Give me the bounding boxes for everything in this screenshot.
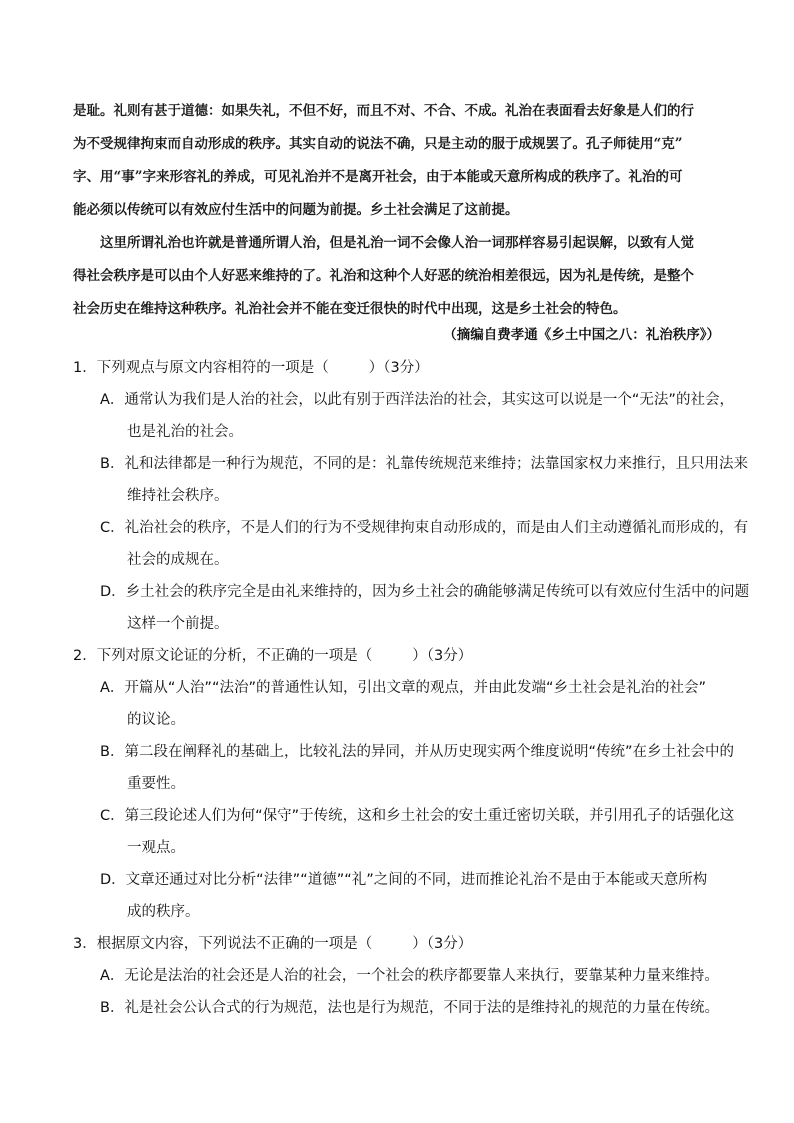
option-text-continued: 这样一个前提。 <box>127 616 229 632</box>
question-score: ）（3分） <box>368 360 429 376</box>
question-stem <box>73 352 733 384</box>
passage-line: 社会历史在维持这种秩序。礼治社会并不能在变迁很快的时代中出现，这是乡土社会的特色。 <box>73 301 627 317</box>
question-list <box>73 352 750 1024</box>
option-text: A．无论是法治的社会还是人治的社会，一个社会的秩序都要靠人来执行，要靠某种力量来维持。 <box>100 968 719 984</box>
passage-line: 为不受规律拘束而自动形成的秩序。其实自动的说法不确，只是主动的服于成规罢了。孔子师徒用“克” <box>73 136 683 152</box>
passage-excerpt <box>73 95 723 326</box>
option-text: D．乡土社会的秩序完全是由礼来维持的，因为乡土社会的确能够满足传统可以有效应付生活中的问题 <box>100 584 750 600</box>
option-text-continued: 重要性。 <box>127 776 185 792</box>
option-c[interactable] <box>73 800 733 864</box>
option-a[interactable] <box>73 672 733 736</box>
passage-line: 能必须以传统可以有效应付生活中的问题为前提。乡土社会满足了这前提。 <box>73 202 519 218</box>
question-stem-text: 1．下列观点与原文内容相符的一项是（ <box>73 360 329 376</box>
option-d[interactable] <box>73 864 733 928</box>
option-text-continued: 社会的成规在。 <box>127 552 229 568</box>
question-3 <box>73 928 733 1024</box>
option-text: A．通常认为我们是人治的社会，以此有别于西洋法治的社会，其实这可以说是一个“无法”的社会， <box>100 392 734 408</box>
option-text-continued: 成的秩序。 <box>127 904 200 920</box>
option-text-continued: 一观点。 <box>127 840 185 856</box>
option-c[interactable] <box>73 512 749 576</box>
option-text: B．礼是社会公认合式的行为规范，法也是行为规范，不同于法的是维持礼的规范的力量在传统。 <box>100 1000 719 1016</box>
option-text: A．开篇从“人治”“法治”的普通性认知，引出文章的观点，并由此发端“乡土社会是礼治的社会” <box>100 680 706 696</box>
question-1 <box>73 352 750 640</box>
option-text: C．第三段论述人们为何“保守”于传统，这和乡土社会的安土重迁密切关联，并引用孔子的话强化这 <box>100 808 735 824</box>
option-text-continued: 维持社会秩序。 <box>127 488 229 504</box>
question-stem <box>73 640 733 672</box>
option-b[interactable] <box>73 736 733 800</box>
option-text-continued: 也是礼治的社会。 <box>127 424 243 440</box>
question-stem-text: 2．下列对原文论证的分析，不正确的一项是（ <box>73 648 373 664</box>
option-text: B．第二段在阐释礼的基础上，比较礼法的异同，并从历史现实两个维度说明“传统”在乡土社会中的 <box>100 744 734 760</box>
passage-line: 这里所谓礼治也许就是普通所谓人治，但是礼治一词不会像人治一词那样容易引起误解，以致有人觉 <box>100 235 694 251</box>
passage-line: 得社会秩序是可以由个人好恶来维持的了。礼治和这种个人好恶的统治相差很远，因为礼是传统，是整个 <box>73 268 694 284</box>
option-a[interactable] <box>73 960 733 992</box>
option-text-continued: 的议论。 <box>127 712 185 728</box>
option-text: D．文章还通过对比分析“法律”“道德”“礼”之间的不同，进而推论礼治不是由于本能或天意所构 <box>100 872 708 888</box>
passage-line: 字、用“事”字来形容礼的养成，可见礼治并不是离开社会，由于本能或天意所构成的秩序了。礼治的可 <box>73 169 683 185</box>
passage-line: 是耻。礼则有甚于道德：如果失礼，不但不好，而且不对、不合、不成。礼治在表面看去好象是人们的行 <box>73 103 694 119</box>
option-text: B．礼和法律都是一种行为规范，不同的是：礼靠传统规范来维持；法靠国家权力来推行，且只用法来 <box>100 456 748 472</box>
question-score: ）（3分） <box>412 648 473 664</box>
passage-source: （摘编自费孝通《乡土中国之八：礼治秩序》） <box>443 327 720 343</box>
option-b[interactable] <box>73 992 733 1024</box>
question-score: ）（3分） <box>412 936 473 952</box>
question-stem <box>73 928 733 960</box>
option-a[interactable] <box>73 384 733 448</box>
option-d[interactable] <box>73 576 750 640</box>
question-stem-text: 3．根据原文内容，下列说法不正确的一项是（ <box>73 936 373 952</box>
option-text: C．礼治社会的秩序，不是人们的行为不受规律拘束自动形成的，而是由人们主动遵循礼而形成的，有 <box>100 520 749 536</box>
question-2 <box>73 640 733 928</box>
option-b[interactable] <box>73 448 748 512</box>
